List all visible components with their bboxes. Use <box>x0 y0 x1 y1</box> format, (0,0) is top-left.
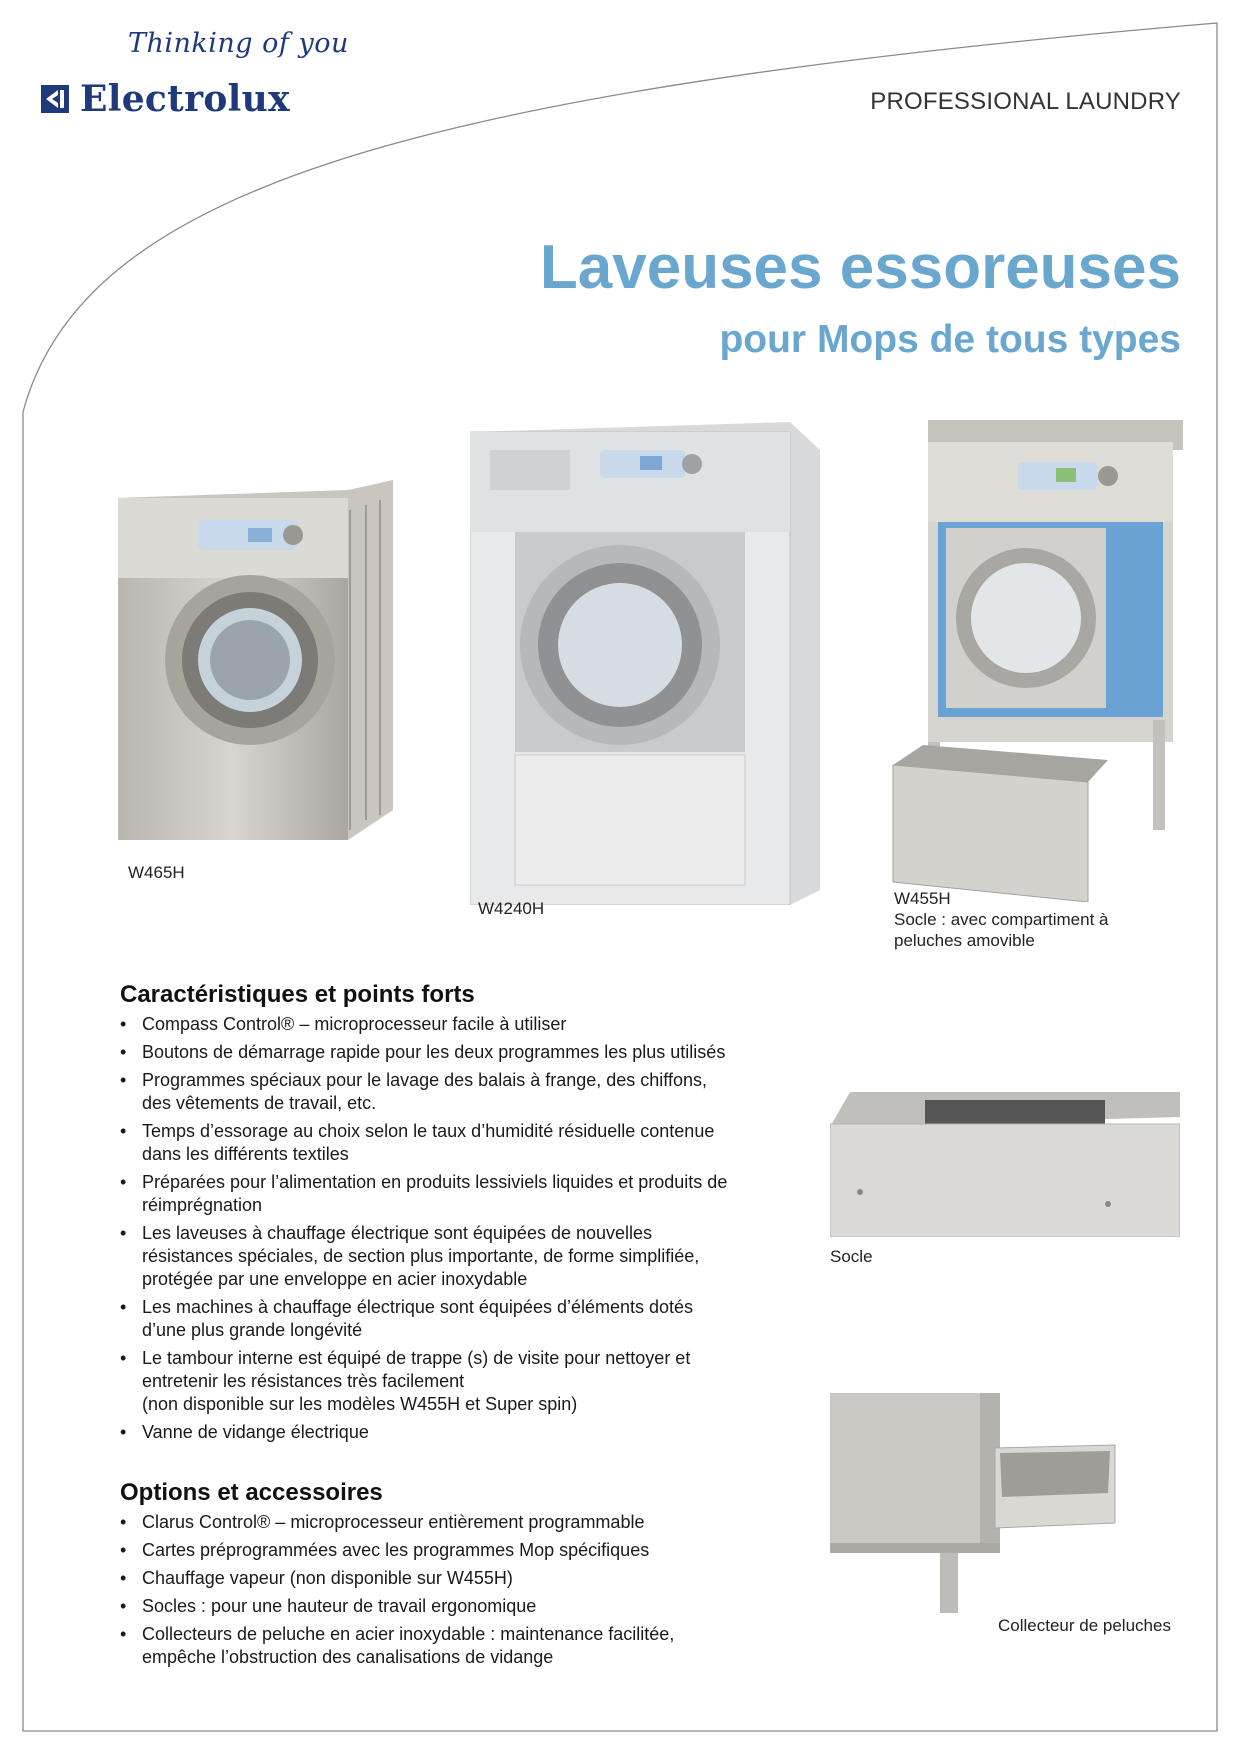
options-list-item <box>120 1595 780 1618</box>
options-list-item <box>120 1567 780 1590</box>
features-list-item-line: • Le tambour interne est équipé de trappe (s) de visite pour nettoyer et <box>142 1348 691 1368</box>
features-list-item <box>120 1171 780 1217</box>
product-image-w4240h <box>470 420 820 905</box>
features-list-item-line: • Temps d’essorage au choix selon le taux d’humidité résiduelle contenue <box>142 1121 715 1141</box>
features-list-item-line: • Compass Control® – microprocesseur facile à utiliser <box>142 1014 567 1034</box>
product-caption-w4240h: W4240H <box>478 899 545 918</box>
features-list-item <box>120 1347 780 1416</box>
features-list-item-line: dans les différents textiles <box>142 1144 349 1164</box>
product-caption-w455h-line3: peluches amovible <box>894 931 1035 950</box>
features-list-item <box>120 1069 780 1115</box>
features-list-item-line: protégée par une enveloppe en acier inoxydable <box>142 1269 528 1289</box>
features-list-item-line: résistances spéciales, de section plus importante, de forme simplifiée, <box>142 1246 700 1266</box>
product-image-w465h <box>118 470 393 850</box>
features-list-item-line: réimprégnation <box>142 1195 263 1215</box>
options-list-item-line: • Chauffage vapeur (non disponible sur W455H) <box>142 1568 513 1588</box>
features-list-item-line: (non disponible sur les modèles W455H et Super spin) <box>142 1394 578 1414</box>
features-list-item-line: • Les laveuses à chauffage électrique sont équipées de nouvelles <box>142 1223 653 1243</box>
features-list-item-line: • Préparées pour l’alimentation en produits lessiviels liquides et produits de <box>142 1172 728 1192</box>
options-list-item-line: • Clarus Control® – microprocesseur entièrement programmable <box>142 1512 645 1532</box>
options-list-item-line: • Collecteurs de peluche en acier inoxydable : maintenance facilitée, <box>142 1624 675 1644</box>
options-list <box>120 1511 780 1674</box>
page-title: Laveuses essoreuses <box>539 233 1181 302</box>
electrolux-logo-icon <box>40 84 70 114</box>
features-title: Caractéristiques et points forts <box>120 981 475 1008</box>
features-list-item-line: entretenir les résistances très facilement <box>142 1371 465 1391</box>
accessory-caption-collecteur: Collecteur de peluches <box>998 1616 1171 1635</box>
brand-logo <box>40 78 290 120</box>
features-list-item-line: des vêtements de travail, etc. <box>142 1093 377 1113</box>
features-list-item-line: d’une plus grande longévité <box>142 1320 363 1340</box>
options-list-item <box>120 1511 780 1534</box>
features-list-item <box>120 1296 780 1342</box>
features-list-item <box>120 1041 780 1064</box>
header-label: PROFESSIONAL LAUNDRY <box>870 88 1181 115</box>
options-list-item-line: • Cartes préprogrammées avec les programmes Mop spécifiques <box>142 1540 650 1560</box>
features-list-item <box>120 1120 780 1166</box>
product-caption-w455h <box>894 888 1108 951</box>
accessory-image-socle <box>830 1092 1180 1237</box>
brand-name: Electrolux <box>80 78 290 120</box>
options-list-item <box>120 1623 780 1669</box>
features-list-item <box>120 1421 780 1444</box>
product-caption-w455h-line2: Socle : avec compartiment à <box>894 910 1109 929</box>
features-list-item-line: • Vanne de vidange électrique <box>142 1422 369 1442</box>
features-list-item <box>120 1222 780 1291</box>
product-image-w455h <box>888 420 1183 902</box>
features-list-item-line: • Programmes spéciaux pour le lavage des balais à frange, des chiffons, <box>142 1070 707 1090</box>
options-list-item-line: empêche l’obstruction des canalisations de vidange <box>142 1647 554 1667</box>
product-caption-w455h-model: W455H <box>894 889 951 908</box>
options-list-item-line: • Socles : pour une hauteur de travail ergonomique <box>142 1596 537 1616</box>
product-caption-w465h: W465H <box>128 863 185 882</box>
features-list-item-line: • Boutons de démarrage rapide pour les deux programmes les plus utilisés <box>142 1042 726 1062</box>
features-list-item <box>120 1013 780 1036</box>
accessory-caption-socle: Socle <box>830 1247 873 1266</box>
brand-slogan: Thinking of you <box>128 28 349 59</box>
accessory-image-collecteur <box>830 1393 1180 1623</box>
features-list-item-line: • Les machines à chauffage électrique sont équipées d’éléments dotés <box>142 1297 694 1317</box>
page-subtitle: pour Mops de tous types <box>719 318 1181 361</box>
options-title: Options et accessoires <box>120 1479 383 1506</box>
features-list <box>120 1013 780 1449</box>
options-list-item <box>120 1539 780 1562</box>
